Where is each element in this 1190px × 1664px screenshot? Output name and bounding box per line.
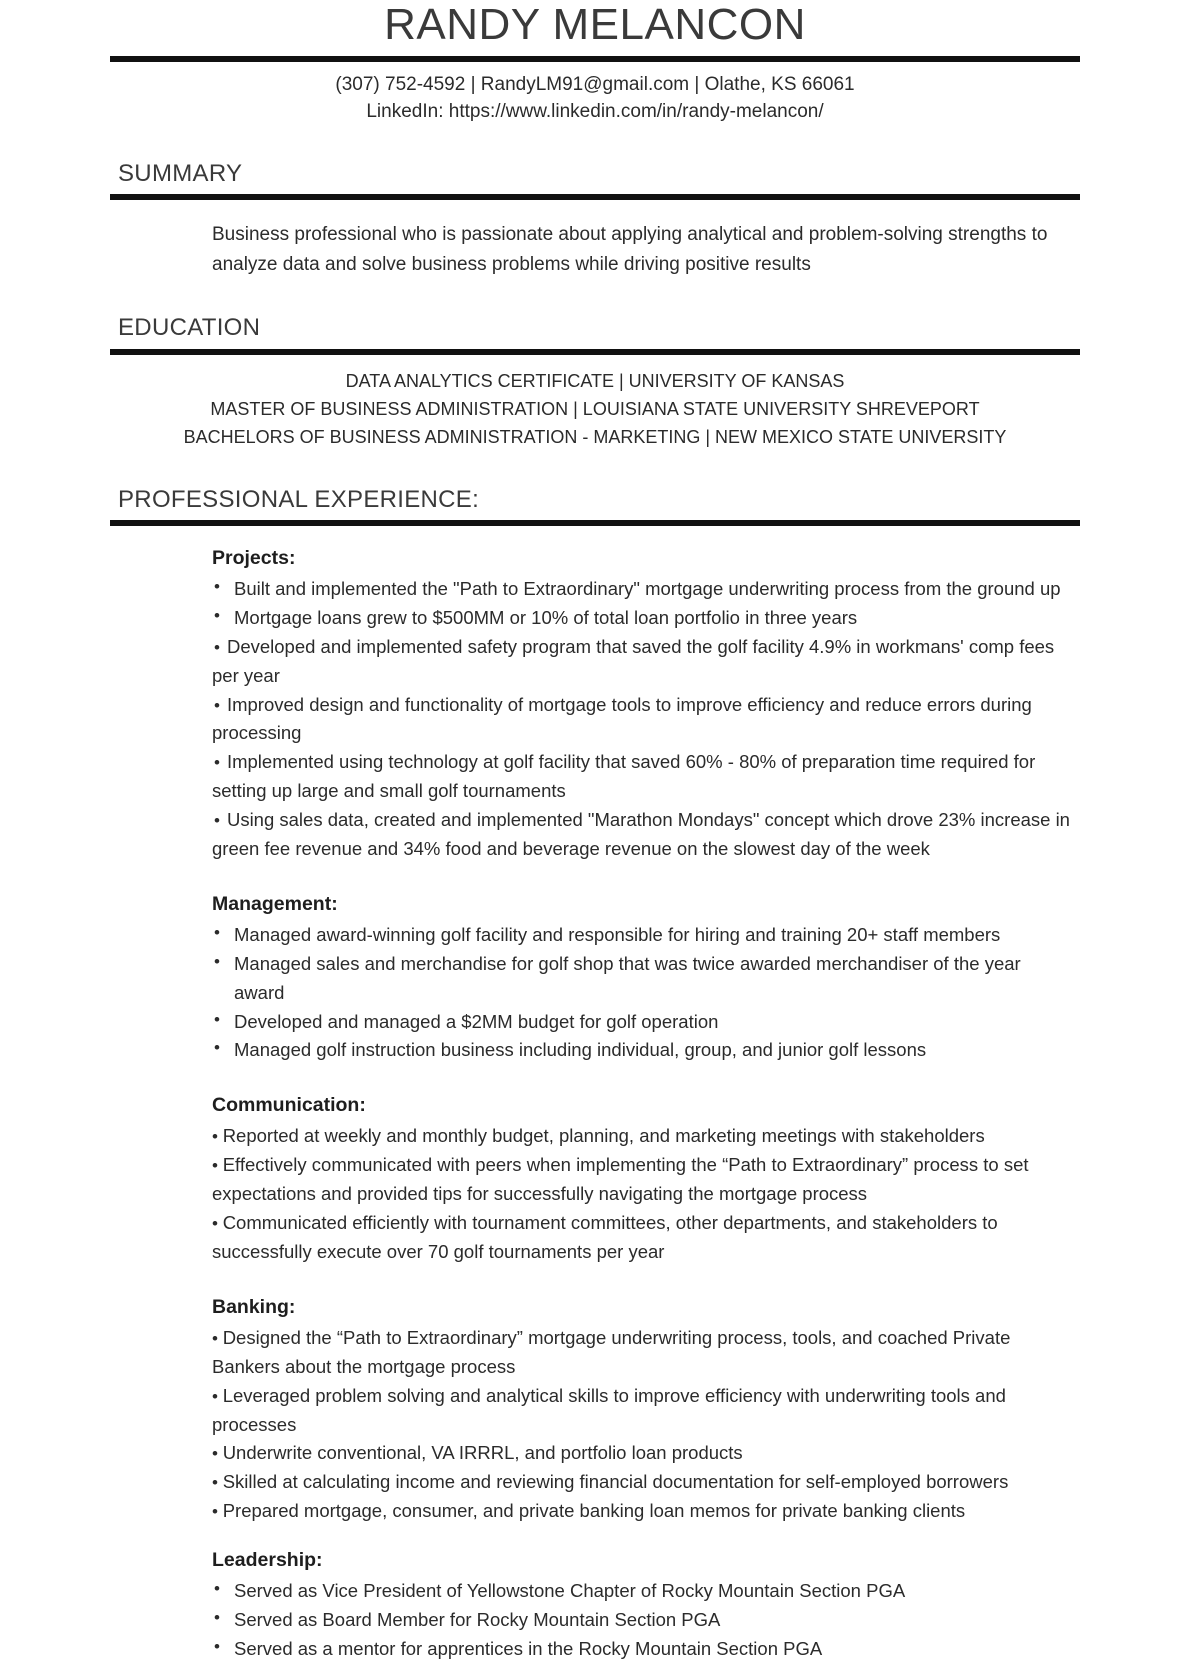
list-item: • Reported at weekly and monthly budget, planning, and marketing meetings with stakeholders xyxy=(212,1122,1070,1151)
contact-line-linkedin: LinkedIn: https://www.linkedin.com/in/randy-melancon/ xyxy=(366,101,824,123)
header-divider-rule xyxy=(110,56,1080,62)
resume-header xyxy=(0,0,1190,126)
list-item: • Developed and implemented safety program that saved the golf facility 4.9% in workmans' comp fees per year xyxy=(212,633,1070,691)
list-item: BACHELORS OF BUSINESS ADMINISTRATION - MARKETING | NEW MEXICO STATE UNIVERSITY xyxy=(183,427,1007,448)
list-item: • Managed golf instruction business including individual, group, and junior golf lessons xyxy=(212,1036,1070,1065)
list-item: DATA ANALYTICS CERTIFICATE | UNIVERSITY OF KANSAS xyxy=(345,370,845,391)
list-item: • Served as Vice President of Yellowstone Chapter of Rocky Mountain Section PGA xyxy=(212,1577,1070,1606)
list-item: • Communicated efficiently with tournament committees, other departments, and stakeholders to successfully execute over 70 golf tournaments per year xyxy=(212,1209,1070,1267)
contact-block xyxy=(0,72,1190,126)
education-list xyxy=(0,367,1190,452)
contact-line-phone-email-location: (307) 752-4592 | RandyLM91@gmail.com | Olathe, KS 66061 xyxy=(335,74,855,96)
group-title: Communication: xyxy=(212,1094,366,1117)
summary-text: Business professional who is passionate about applying analytical and problem-solving strengths to analyze data and solve business problems while driving positive results xyxy=(212,224,1048,276)
education-divider-rule xyxy=(110,349,1080,355)
list-item: • Managed sales and merchandise for golf shop that was twice awarded merchandiser of the year award xyxy=(212,950,1070,1008)
list-item: • Built and implemented the "Path to Extraordinary" mortgage underwriting process from the ground up xyxy=(212,575,1070,604)
list-item: • Improved design and functionality of mortgage tools to improve efficiency and reduce errors during processing xyxy=(212,691,1070,749)
list-item: MASTER OF BUSINESS ADMINISTRATION | LOUISIANA STATE UNIVERSITY SHREVEPORT xyxy=(210,399,980,420)
experience-group-projects xyxy=(212,544,1070,864)
section-summary xyxy=(0,160,1190,280)
list-item: • Served as a mentor for apprentices in the Rocky Mountain Section PGA xyxy=(212,1635,1070,1664)
section-education xyxy=(0,314,1190,451)
list-item: • Using sales data, created and implemented "Marathon Mondays" concept which drove 23% increase in green fee revenue and 34% food and beverage revenue on the slowest day of the week xyxy=(212,806,1070,864)
bullet-list-leadership xyxy=(212,1577,1070,1664)
group-title: Leadership: xyxy=(212,1549,323,1572)
list-item: • Managed award-winning golf facility and responsible for hiring and training 20+ staff members xyxy=(212,921,1070,950)
group-title: Management: xyxy=(212,892,338,915)
section-heading-professional-experience: PROFESSIONAL EXPERIENCE: xyxy=(118,485,480,513)
list-item: • Effectively communicated with peers when implementing the “Path to Extraordinary” process to set expectations and provided tips for successfully navigating the mortgage process xyxy=(212,1151,1070,1209)
section-heading-summary: SUMMARY xyxy=(118,160,243,188)
summary-divider-rule xyxy=(110,194,1080,200)
bullet-list-management xyxy=(212,921,1070,1065)
list-item: • Implemented using technology at golf facility that saved 60% - 80% of preparation time required for setting up large and small golf tournaments xyxy=(212,748,1070,806)
list-item: • Developed and managed a $2MM budget for golf operation xyxy=(212,1008,1070,1037)
section-heading-education: EDUCATION xyxy=(118,314,261,342)
list-item: • Leveraged problem solving and analytical skills to improve efficiency with underwriting tools and processes xyxy=(212,1382,1070,1440)
experience-group-management xyxy=(212,890,1070,1066)
group-title: Banking: xyxy=(212,1295,296,1318)
bullet-list-communication xyxy=(212,1122,1070,1266)
group-title: Projects: xyxy=(212,546,296,569)
section-professional-experience xyxy=(0,486,1190,1664)
list-item: • Served as Board Member for Rocky Mountain Section PGA xyxy=(212,1606,1070,1635)
experience-group-communication xyxy=(212,1091,1070,1267)
bullet-list-projects-secondary xyxy=(212,633,1070,864)
list-item: • Skilled at calculating income and reviewing financial documentation for self-employed borrowers xyxy=(212,1468,1070,1497)
experience-divider-rule xyxy=(110,520,1080,526)
bullet-list-banking xyxy=(212,1324,1070,1526)
candidate-name: RANDY MELANCON xyxy=(384,0,806,49)
list-item: • Designed the “Path to Extraordinary” mortgage underwriting process, tools, and coached Private Bankers about the mortgage process xyxy=(212,1324,1070,1382)
list-item: • Mortgage loans grew to $500MM or 10% of total loan portfolio in three years xyxy=(212,604,1070,633)
list-item: • Prepared mortgage, consumer, and private banking loan memos for private banking clients xyxy=(212,1497,1070,1526)
bullet-list-projects-primary xyxy=(212,575,1070,633)
experience-body xyxy=(212,544,1070,1664)
list-item: • Underwrite conventional, VA IRRRL, and portfolio loan products xyxy=(212,1439,1070,1468)
experience-group-banking xyxy=(212,1293,1070,1526)
experience-group-leadership xyxy=(212,1546,1070,1664)
